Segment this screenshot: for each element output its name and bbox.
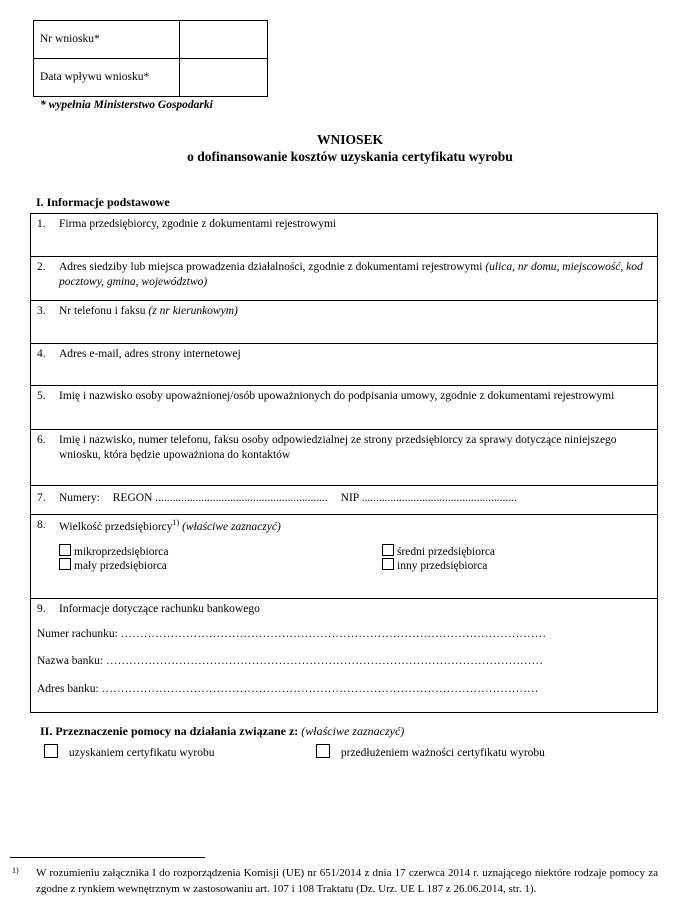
checkbox-icon[interactable] [382, 558, 394, 570]
numbers-label: Numery: [59, 492, 100, 504]
option-label: mikroprzedsiębiorca [74, 546, 169, 558]
option-label: inny przedsiębiorca [397, 560, 488, 572]
receipt-date-label: Data wpływu wniosku* [34, 59, 180, 97]
item-number: 6. [37, 434, 46, 446]
office-use-table [33, 20, 268, 97]
item-label: Nr telefonu i faksu [59, 305, 149, 317]
item-label: Adres siedziby lub miejsca prowadzenia działalności, zgodnie z dokumentami rejestrowymi [59, 261, 486, 273]
option-label: przedłużeniem ważności certyfikatu wyrobu [340, 747, 545, 759]
size-hint: (właściwe zaznaczyć) [182, 520, 281, 533]
item-label: Imię i nazwisko osoby upoważnionej/osób upoważnionych do podpisania umowy, zgodnie z dokumentami rejestrowymi [59, 390, 615, 402]
field-email-website[interactable] [31, 344, 657, 386]
checkbox-icon[interactable] [44, 744, 58, 758]
option-label: mały przedsiębiorca [74, 560, 167, 572]
bank-address-field[interactable]: Adres banku: …………………………………………………………………………………………………… [37, 683, 539, 695]
footnote-ref: 1) [172, 518, 180, 527]
item-number: 3. [37, 305, 46, 317]
option-label: uzyskaniem certyfikatu wyrobu [68, 747, 215, 759]
field-regon-nip[interactable] [31, 486, 657, 515]
item-number: 2. [37, 261, 46, 273]
page-title: WNIOSEK [316, 132, 384, 147]
item-label: Imię i nazwisko, numer telefonu, faksu osoby odpowiedzialnej ze strony przedsiębiorcy za sprawy dotyczące niniejszego wniosku, która będzie upoważniona do kontaktów [59, 434, 617, 461]
footnote-mark: 1) [12, 866, 19, 875]
section-one-table [30, 213, 658, 713]
item-label: Firma przedsiębiorcy, zgodnie z dokumentami rejestrowymi [59, 218, 337, 230]
field-company-name[interactable] [31, 214, 657, 257]
bank-label: Informacje dotyczące rachunku bankowego [59, 603, 260, 615]
option-label: średni przedsiębiorca [397, 546, 496, 558]
option-extend-certificate[interactable] [316, 744, 545, 761]
table-row [34, 21, 268, 59]
size-label: Wielkość przedsiębiorcy [59, 520, 173, 533]
field-address[interactable] [31, 257, 657, 301]
application-number-field[interactable] [180, 21, 268, 59]
receipt-date-field[interactable] [180, 59, 268, 97]
section-one-heading: I. Informacje podstawowe [36, 195, 170, 209]
item-number: 7. [37, 492, 46, 504]
item-number: 1. [37, 218, 46, 230]
item-number: 9. [37, 603, 46, 615]
option-other[interactable] [382, 558, 487, 574]
item-hint: (ulica, nr domu, miejscowość, kod pocztowy, gmina, województwo) [59, 261, 643, 288]
footnote-text: W rozumieniu załącznika I do rozporządzenia Komisji (UE) nr 651/2014 z dnia 17 czerwca 2014 r. uznającego niektóre rodzaje pomocy za zgodne z rynkiem wewnętrznym w zastosowaniu art. 107 i 108 Traktatu (Dz. Urz. UE L 187 z 26.06.2014, str. 1). [36, 867, 658, 895]
page-subtitle: o dofinansowanie kosztów uzyskania certyfikatu wyrobu [187, 149, 513, 164]
table-row [34, 59, 268, 97]
option-obtain-certificate[interactable] [44, 744, 215, 761]
office-note: * wypełnia Ministerstwo Gospodarki [40, 99, 213, 111]
field-phone-fax[interactable] [31, 301, 657, 344]
field-authorized-persons[interactable] [31, 386, 657, 430]
checkbox-icon[interactable] [316, 744, 330, 758]
field-contact-person[interactable] [31, 430, 657, 486]
nip-field[interactable]: NIP ...................................................... [340, 492, 517, 504]
item-label: Adres e-mail, adres strony internetowej [59, 348, 241, 360]
section-two-heading [40, 724, 404, 740]
bank-name-field[interactable]: Nazwa banku: …………………………………………………………………………………………………… [37, 655, 543, 667]
footnote-divider [10, 857, 205, 858]
checkbox-icon[interactable] [382, 544, 394, 556]
item-number: 4. [37, 348, 46, 360]
regon-field[interactable]: REGON ............................................................ [112, 492, 328, 504]
section-two-title: II. Przeznaczenie pomocy na działania związane z: [40, 724, 302, 738]
item-number: 5. [37, 390, 46, 402]
field-company-size [31, 515, 657, 599]
option-small[interactable] [59, 558, 167, 574]
section-two-hint: (właściwe zaznaczyć) [301, 724, 405, 738]
application-number-label: Nr wniosku* [34, 21, 180, 59]
item-hint: (z nr kierunkowym) [148, 305, 238, 317]
field-bank-account [31, 599, 657, 712]
checkbox-icon[interactable] [59, 544, 71, 556]
item-number: 8. [37, 519, 46, 531]
checkbox-icon[interactable] [59, 558, 71, 570]
account-number-field[interactable]: Numer rachunku: ………………………………………………………………………………………………… [37, 628, 547, 640]
